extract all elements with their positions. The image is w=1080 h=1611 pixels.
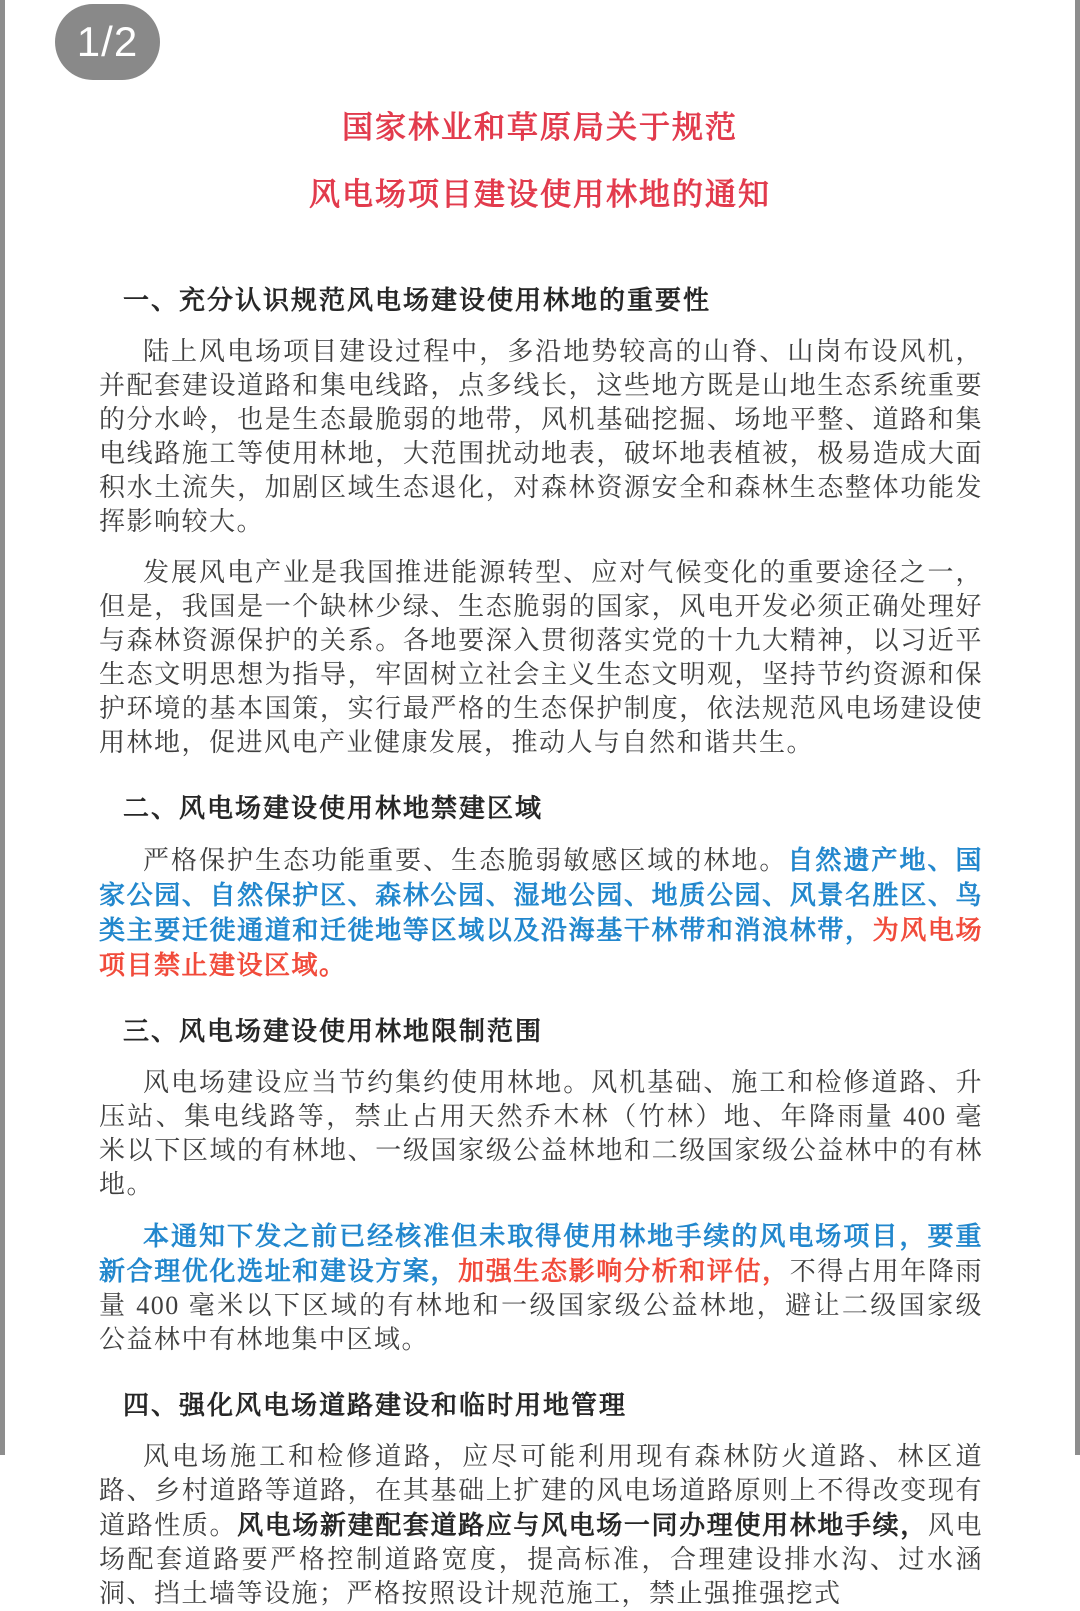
text-run-blue: 本通知下发之前已经核准但未取得使用林地手续的风电场项目，要重新合理优化选址和建设方案， xyxy=(99,1221,983,1286)
text-run-normal: 风电场施工和检修道路，应尽可能利用现有森林防火道路、林区道路、乡村道路等道路，在其基础上扩建的风电场道路原则上不得改变现有道路性质。 xyxy=(99,1442,983,1540)
document-page[interactable] xyxy=(5,0,1075,1608)
screen-edge-right xyxy=(1075,0,1080,1455)
document-body xyxy=(5,242,1075,1611)
text-run-red: 加强生态影响分析和评估， xyxy=(458,1256,790,1286)
text-run-normal: 一、充分认识规范风电场建设使用林地的重要性 xyxy=(123,285,712,315)
section-heading xyxy=(123,283,983,317)
text-run-blue: 自然遗产地、国家公园、自然保护区、森林公园、湿地公园、地质公园、风景名胜区、鸟类主要迁徙通道和迁徙地等区域以及沿海基干林带和消浪林带， xyxy=(99,845,983,945)
paragraph xyxy=(99,1066,983,1202)
text-run-bold: 风电场新建配套道路应与风电场一同办理使用林地手续， xyxy=(237,1510,928,1540)
document-title-line-1: 国家林业和草原局关于规范 xyxy=(342,110,738,145)
paragraph xyxy=(99,843,983,983)
text-run-normal: 严格保护生态功能重要、生态脆弱敏感区域的林地。 xyxy=(143,846,788,875)
text-run-normal: 风电场建设应当节约集约使用林地。风机基础、施工和检修道路、升压站、集电线路等，禁止占用天然乔木林（竹林）地、年降雨量 400 毫米以下区域的有林地、一级国家级公益林地和二级国家级公益林中的有林地。 xyxy=(99,1068,983,1199)
text-run-red: 为风电场项目禁止建设区域。 xyxy=(99,915,983,980)
text-run-normal: 二、风电场建设使用林地禁建区域 xyxy=(123,793,544,823)
text-run-normal: 发展风电产业是我国推进能源转型、应对气候变化的重要途径之一，但是，我国是一个缺林少绿、生态脆弱的国家，风电开发必须正确处理好与森林资源保护的关系。各地要深入贯彻落实党的十九大精神，以习近平生态文明思想为指导，牢固树立社会主义生态文明观，坚持节约资源和保护环境的基本国策，实行最严格的生态保护制度，依法规范风电场建设使用林地，促进风电产业健康发展，推动人与自然和谐共生。 xyxy=(99,558,983,757)
document-title xyxy=(5,0,1075,215)
text-run-normal: 风电场配套道路要严格控制道路宽度，提高标准，合理建设排水沟、过水涵洞、挡土墙等设施；严格按照设计规范施工，禁止强推强挖式 xyxy=(99,1511,983,1608)
paragraph xyxy=(99,335,983,539)
text-run-normal: 不得占用年降雨量 400 毫米以下区域的有林地和一级国家级公益林地，避让二级国家级公益林中有林地集中区域。 xyxy=(99,1257,983,1354)
text-run-normal: 陆上风电场项目建设过程中，多沿地势较高的山脊、山岗布设风机，并配套建设道路和集电线路，点多线长，这些地方既是山地生态系统重要的分水岭，也是生态最脆弱的地带，风机基础挖掘、场地平整、道路和集电线路施工等使用林地，大范围扰动地表，破坏地表植被，极易造成大面积水土流失，加剧区域生态退化，对森林资源安全和森林生态整体功能发挥影响较大。 xyxy=(99,337,983,536)
text-run-normal: 三、风电场建设使用林地限制范围 xyxy=(123,1016,544,1046)
document-title-line-2: 风电场项目建设使用林地的通知 xyxy=(309,177,771,212)
text-run-normal: 四、强化风电场道路建设和临时用地管理 xyxy=(123,1390,628,1420)
section-heading xyxy=(123,791,983,825)
paragraph xyxy=(99,556,983,760)
section-heading xyxy=(123,1014,983,1048)
paragraph xyxy=(99,1440,983,1611)
paragraph xyxy=(99,1219,983,1357)
section-heading xyxy=(123,1388,983,1422)
page-indicator-label: 1/2 xyxy=(76,18,139,65)
page-indicator-badge xyxy=(55,4,160,80)
